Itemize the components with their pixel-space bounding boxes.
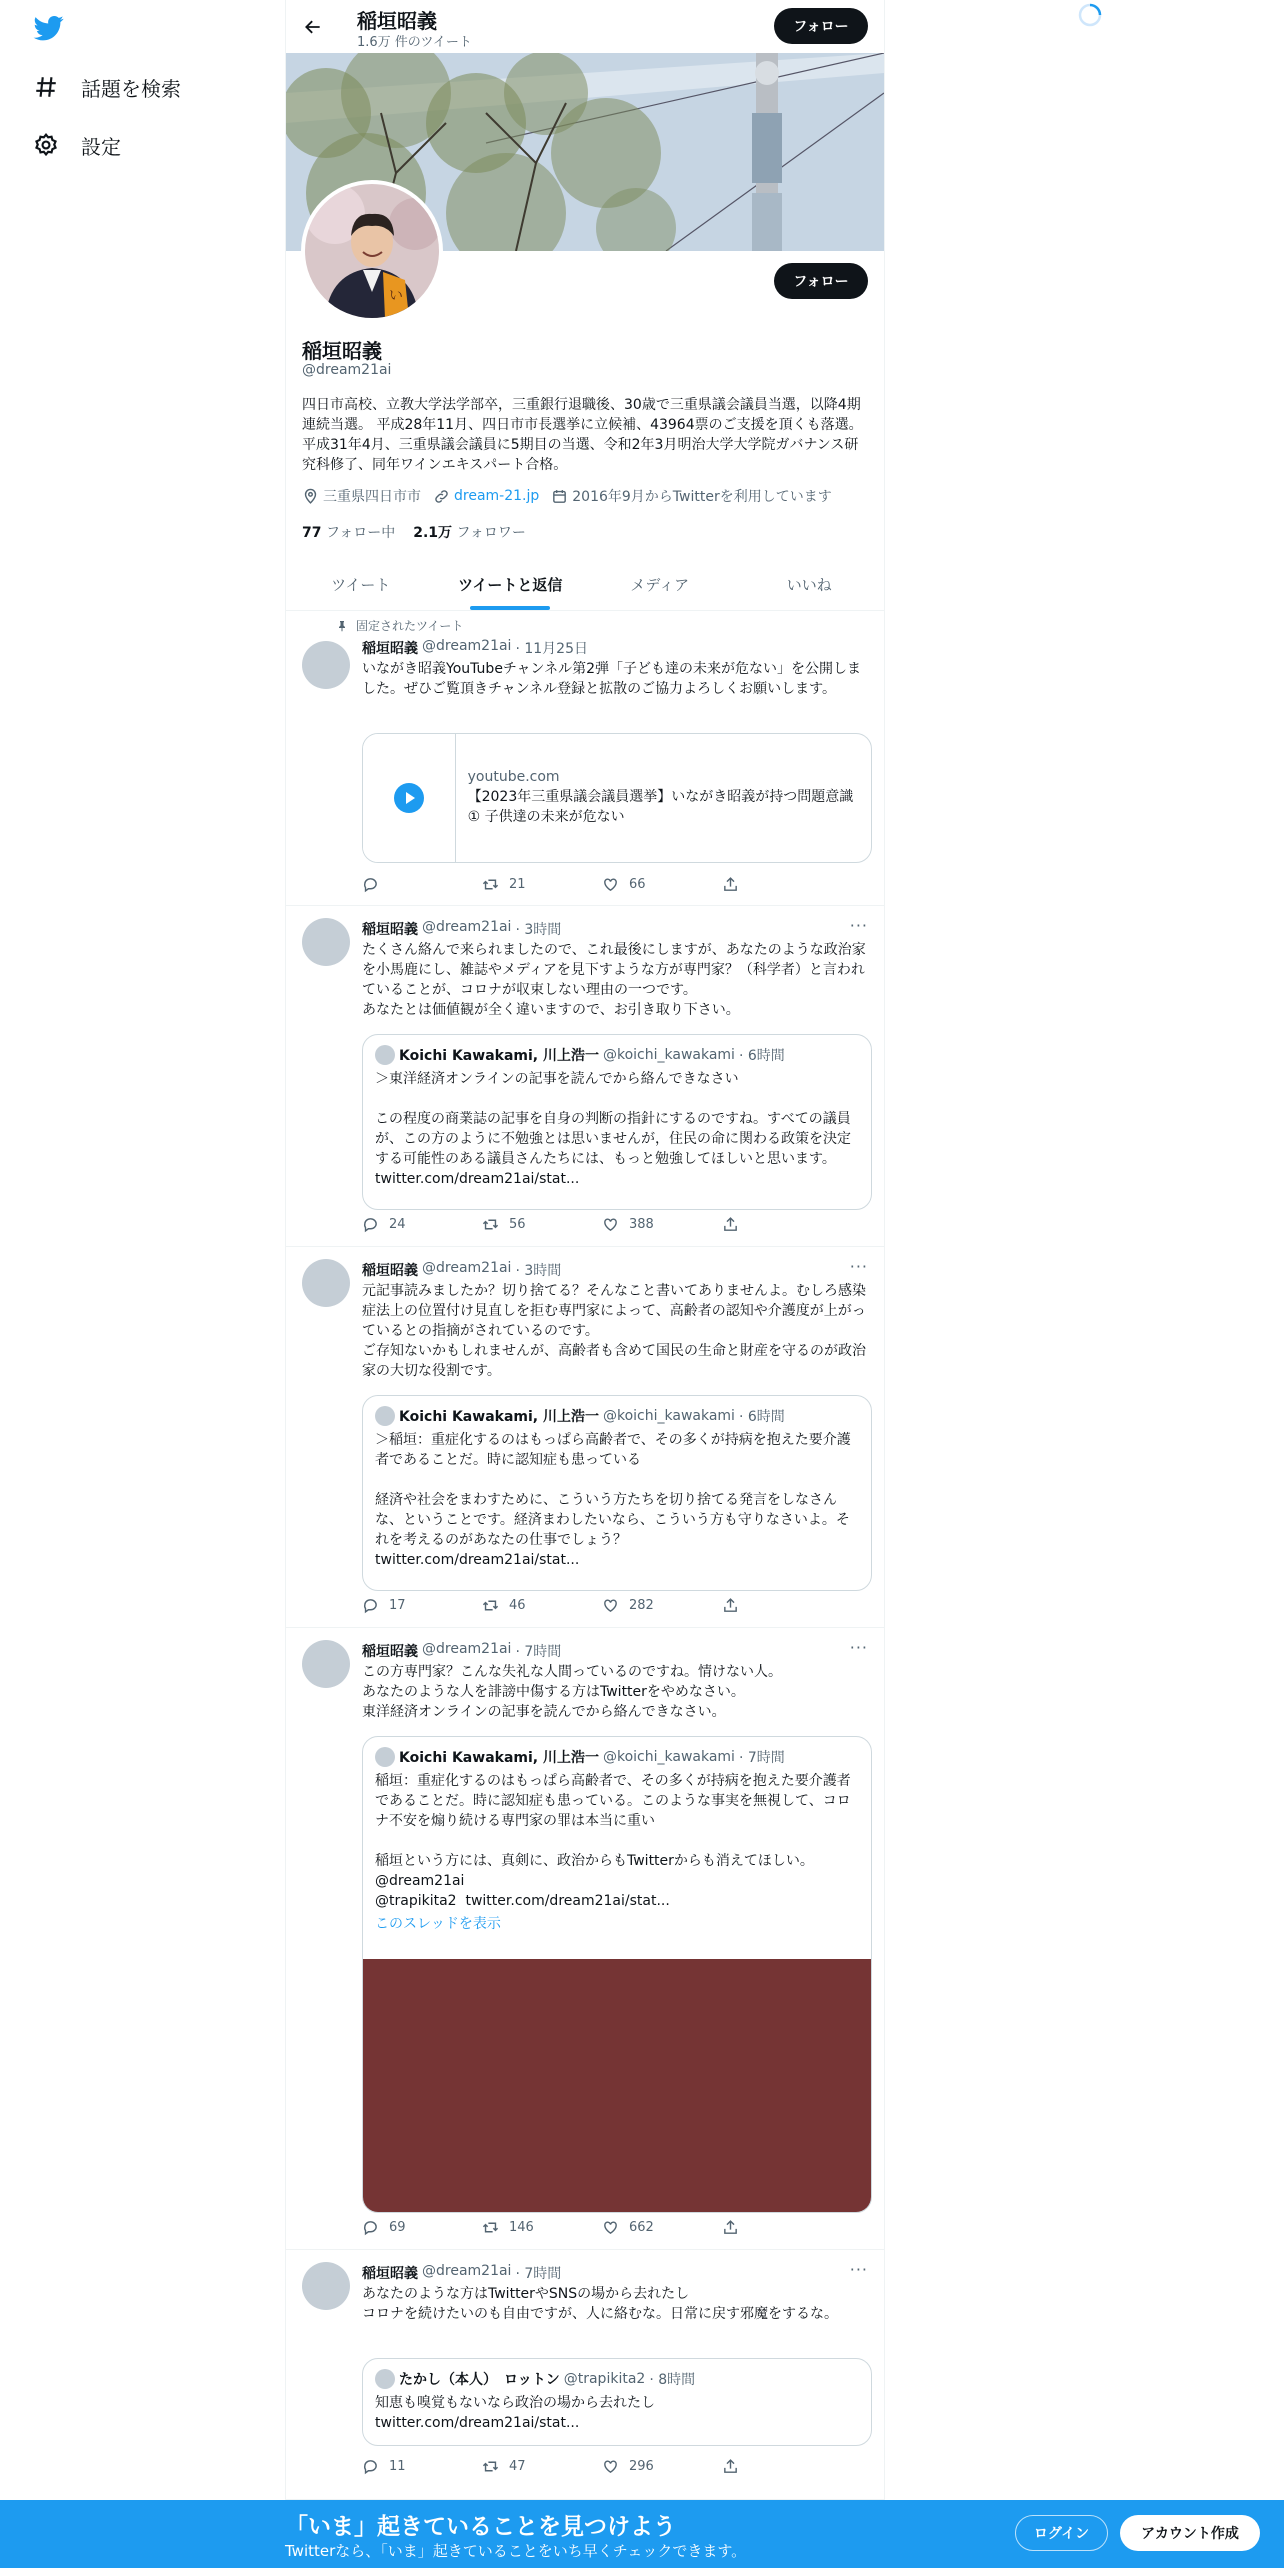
pin-icon — [336, 620, 348, 632]
share-button[interactable] — [722, 876, 782, 893]
tweet[interactable] — [286, 2250, 884, 2500]
profile-joined-text: 2016年9月からTwitterを利用しています — [572, 489, 832, 505]
quote-author-handle: @trapikita2 — [563, 2371, 646, 2387]
tweet-text: あなたのような方はTwitterやSNSの場から去れたし コロナを続けたいのも自由ですが、人に絡むな。日常に戻す邪魔をするな。 — [362, 2286, 838, 2322]
tweet-header — [362, 1641, 561, 1661]
tweet-author-handle[interactable]: @dream21ai — [422, 638, 512, 654]
tab-media[interactable]: メディア — [630, 575, 690, 594]
heart-icon — [602, 1216, 619, 1233]
gear-icon — [33, 132, 59, 158]
more-options-icon[interactable]: ··· — [849, 1638, 868, 1657]
like-button[interactable] — [602, 2458, 662, 2475]
quote-avatar — [375, 1045, 395, 1065]
retweet-button[interactable] — [482, 1216, 542, 1233]
signup-banner-title: 「いま」起きていることを見つけよう — [285, 2514, 676, 2540]
tab-tweets-and-replies[interactable]: ツイートと返信 — [436, 558, 586, 610]
avatar[interactable] — [302, 918, 350, 966]
quote-text: ＞稲垣：重症化するのはもっぱら高齢者で、その多くが持病を抱えた要介護者であることだ。時に認知症も患っている 経済や社会をまわすために、こういう方たちを切り捨てる発言をしなさんな、ということです。経済まわしたいなら、こういう方も守りなさいよ。それを考えるのがあなたの仕事でしょう？ twitter.com/dream21ai/stat... — [375, 1432, 851, 1568]
heart-icon — [602, 876, 619, 893]
back-button[interactable] — [298, 12, 328, 42]
share-icon — [722, 1597, 739, 1614]
tweet-author-handle[interactable]: @dream21ai — [422, 919, 512, 935]
tweet-time[interactable]: · 11月25日 — [515, 641, 588, 657]
quote-author-handle: @koichi_kawakami — [602, 1408, 735, 1424]
like-button[interactable] — [602, 2219, 662, 2236]
quote-time: · 6時間 — [738, 1048, 785, 1064]
retweet-icon — [482, 2458, 499, 2475]
tweet-time[interactable]: · 7時間 — [515, 1644, 562, 1660]
share-icon — [722, 2458, 739, 2475]
quote-text: 稲垣：重症化するのはもっぱら高齢者で、その多くが持病を抱えた要介護者であることだ。時に認知症も患っている。このような事実を無視して、コロナ不安を煽り続ける専門家の罪は本当に重い 稲垣という方には、真剣に、政治からもTwitterからも消えてほしい。 @dream21ai @trapikita2 twitter.com/dream21ai/stat... — [375, 1773, 851, 1909]
tweet-header — [362, 919, 561, 939]
like-count: 282 — [629, 1598, 654, 1613]
sidebar-item-label: 話題を検索 — [81, 76, 181, 101]
quote-media-image[interactable] — [363, 1959, 872, 2212]
more-options-icon[interactable]: ··· — [849, 2260, 868, 2279]
reply-icon — [362, 1216, 379, 1233]
link-card-title: 【2023年三重県議会議員選挙】いながき昭義が持つ問題意識① 子供達の未来が危ない — [467, 789, 854, 825]
like-count: 662 — [629, 2220, 654, 2235]
arrow-left-icon — [303, 17, 323, 37]
reply-button[interactable] — [362, 1597, 422, 1614]
like-count: 296 — [629, 2459, 654, 2474]
avatar[interactable] — [302, 2262, 350, 2310]
following-label: フォロー中 — [325, 525, 396, 541]
reply-count: 11 — [389, 2459, 406, 2474]
reply-button[interactable] — [362, 876, 422, 893]
profile-handle: @dream21ai — [302, 362, 392, 378]
pinned-label — [336, 617, 463, 634]
link-card[interactable] — [362, 733, 872, 863]
quote-text: ＞東洋経済オンラインの記事を読んでから絡んできなさい この程度の商業誌の記事を自身の判断の指針にするのですね。すべての議員が、この方のように不勉強とは思いませんが，住民の命に関わる政策を決定する可能性のある議員さんたちには、もっと勉強してほしいと思います。 twitter.com/dream21ai/stat... — [375, 1071, 851, 1187]
svg-text:い: い — [389, 288, 403, 304]
like-button[interactable] — [602, 876, 662, 893]
more-options-icon[interactable]: ··· — [849, 1257, 868, 1276]
quote-time: · 6時間 — [738, 1409, 785, 1425]
profile-timeline — [285, 0, 885, 2500]
profile-header — [286, 0, 884, 53]
tweet[interactable] — [286, 1247, 884, 1628]
tweet[interactable] — [286, 1628, 884, 2250]
profile-bio: 四日市高校、立教大学法学部卒，三重銀行退職後、30歳で三重県議会議員当選，以降4期連続当選。 平成28年11月、四日市市長選挙に立候補、43964票のご支援を頂くも落選。平成31年4月、三重県議会議員に5期目の当選、令和2年3月明治大学大学院ガバナンス研究科修了、同年ワインエキスパート合格。 — [302, 397, 863, 473]
following-link[interactable] — [302, 522, 395, 542]
like-button[interactable] — [602, 1597, 662, 1614]
quote-text: 知恵も嗅覚もないなら政治の場から去れたし twitter.com/dream21ai/stat... — [375, 2395, 655, 2431]
show-thread-link[interactable]: このスレッドを表示 — [375, 1916, 501, 1932]
tweet[interactable] — [286, 906, 884, 1247]
retweet-count: 21 — [509, 877, 526, 892]
quote-tweet[interactable] — [362, 2358, 872, 2446]
tweet-actions — [362, 1216, 782, 1233]
profile-location-text: 三重県四日市市 — [323, 489, 421, 505]
profile-location — [302, 486, 421, 506]
heart-icon — [602, 1597, 619, 1614]
like-count: 388 — [629, 1217, 654, 1232]
retweet-count: 46 — [509, 1598, 526, 1613]
quote-avatar — [375, 1406, 395, 1426]
retweet-icon — [482, 2219, 499, 2236]
tweet-author-handle[interactable]: @dream21ai — [422, 1260, 512, 1276]
profile-tabs — [286, 558, 884, 611]
retweet-icon — [482, 1597, 499, 1614]
tweet-actions — [362, 876, 782, 893]
quote-time: · 7時間 — [738, 1750, 785, 1766]
profile-website[interactable] — [433, 488, 539, 505]
retweet-button[interactable] — [482, 1597, 542, 1614]
tweet-author-name[interactable]: 稲垣昭義 — [362, 922, 418, 938]
profile-follow-stats — [302, 522, 526, 542]
avatar[interactable] — [302, 1640, 350, 1688]
quote-author-name: Koichi Kawakami, 川上浩一 — [399, 1048, 599, 1064]
quote-author-handle: @koichi_kawakami — [602, 1047, 735, 1063]
tweet-author-name[interactable]: 稲垣昭義 — [362, 1644, 418, 1660]
tweet-text: 元記事読みましたか？切り捨てる？そんなこと書いてありませんよ。むしろ感染症法上の位置付け見直しを拒む専門家によって、高齢者の認知や介護度が上がっているとの指摘がされているのです。 ご存知ないかもしれませんが、高齢者も含めて国民の生命と財産を守るのが政治家の大切な役割です。 — [362, 1283, 866, 1379]
share-icon — [722, 1216, 739, 1233]
tweet-time[interactable]: · 3時間 — [515, 922, 562, 938]
sidebar-item-label: 設定 — [81, 134, 121, 159]
tweet-actions — [362, 2219, 782, 2236]
share-button[interactable] — [722, 2458, 782, 2475]
following-count: 77 — [302, 525, 322, 541]
retweet-icon — [482, 876, 499, 893]
like-count: 66 — [629, 877, 646, 892]
twitter-bird-icon[interactable] — [33, 13, 65, 43]
retweet-icon — [482, 1216, 499, 1233]
retweet-count: 47 — [509, 2459, 526, 2474]
header-profile-name: 稲垣昭義 — [357, 9, 437, 33]
share-button[interactable] — [722, 1597, 782, 1614]
tweet-author-name[interactable]: 稲垣昭義 — [362, 1263, 418, 1279]
reply-icon — [362, 876, 379, 893]
retweet-count: 146 — [509, 2220, 534, 2235]
play-icon — [394, 783, 424, 813]
quote-avatar — [375, 2369, 395, 2389]
profile-follow-button[interactable]: フォロー — [774, 263, 868, 299]
tweet-text: いながき昭義YouTubeチャンネル第2弾「子ども達の未来が危ない」を公開しました。ぜひご覧頂きチャンネル登録と拡散のご協力よろしくお願いします。 — [362, 661, 861, 697]
tweet-actions — [362, 1597, 782, 1614]
reply-button[interactable] — [362, 1216, 422, 1233]
reply-icon — [362, 1597, 379, 1614]
tweet-header — [362, 638, 588, 658]
avatar[interactable] — [302, 1259, 350, 1307]
sidebar-item-settings[interactable] — [33, 125, 121, 165]
tab-tweets[interactable]: ツイート — [331, 575, 391, 594]
profile-joined — [551, 486, 831, 506]
reply-button[interactable] — [362, 2219, 422, 2236]
tweet-author-handle[interactable]: @dream21ai — [422, 1641, 512, 1657]
follow-button[interactable]: フォロー — [774, 8, 868, 44]
tweet-time[interactable]: · 3時間 — [515, 1263, 562, 1279]
reply-count: 69 — [389, 2220, 406, 2235]
heart-icon — [602, 2219, 619, 2236]
reply-button[interactable] — [362, 2458, 422, 2475]
sidebar — [0, 0, 285, 2568]
retweet-count: 56 — [509, 1217, 526, 1232]
tweet-time[interactable]: · 7時間 — [515, 2266, 562, 2282]
quote-tweet[interactable] — [362, 1736, 872, 2213]
profile-name: 稲垣昭義 — [302, 339, 382, 363]
tweet-author-name[interactable]: 稲垣昭義 — [362, 2266, 418, 2282]
followers-link[interactable] — [413, 522, 526, 542]
loading-spinner-icon — [1077, 2, 1103, 28]
reply-icon — [362, 2458, 379, 2475]
retweet-button[interactable] — [482, 876, 542, 893]
reply-count: 24 — [389, 1217, 406, 1232]
sidebar-item-explore[interactable] — [33, 67, 181, 107]
tab-likes[interactable]: いいね — [786, 575, 832, 594]
heart-icon — [602, 2458, 619, 2475]
followers-label: フォロワー — [456, 525, 526, 541]
share-button[interactable] — [722, 2219, 782, 2236]
share-icon — [722, 2219, 739, 2236]
profile-meta — [302, 486, 832, 506]
signup-button[interactable]: アカウント作成 — [1120, 2515, 1260, 2551]
profile-avatar[interactable] — [301, 180, 443, 322]
link-card-domain: youtube.com — [467, 769, 560, 785]
link-icon — [433, 488, 450, 505]
login-button[interactable]: ログイン — [1015, 2515, 1108, 2551]
tweet-text: この方専門家？こんな失礼な人間っているのですね。情けない人。 あなたのような人を誹謗中傷する方はTwitterをやめなさい。 東洋経済オンラインの記事を読んでから絡んできなさい。 — [362, 1664, 782, 1720]
header-tweet-count: 1.6万 件のツイート — [357, 35, 472, 50]
followers-count: 2.1万 — [413, 525, 453, 541]
quote-tweet[interactable] — [362, 1395, 872, 1591]
avatar[interactable] — [302, 641, 350, 689]
profile-website-link[interactable]: dream-21.jp — [454, 488, 540, 504]
quote-author-handle: @koichi_kawakami — [602, 1749, 735, 1765]
location-pin-icon — [302, 488, 319, 505]
more-options-icon[interactable]: ··· — [849, 916, 868, 935]
like-button[interactable] — [602, 1216, 662, 1233]
reply-count: 17 — [389, 1598, 406, 1613]
share-button[interactable] — [722, 1216, 782, 1233]
quote-author-name: たかし（本人） ロットン — [399, 2372, 560, 2388]
calendar-icon — [551, 488, 568, 505]
tweet[interactable] — [286, 611, 884, 906]
share-icon — [722, 876, 739, 893]
quote-author-name: Koichi Kawakami, 川上浩一 — [399, 1409, 599, 1425]
pinned-label-text: 固定されたツイート — [356, 619, 464, 633]
signup-banner — [0, 2500, 1284, 2568]
retweet-button[interactable] — [482, 2458, 542, 2475]
tweet-author-handle[interactable]: @dream21ai — [422, 2263, 512, 2279]
tweet-text: たくさん絡んで来られましたので、これ最後にしますが、あなたのような政治家を小馬鹿にし、雑誌やメディアを見下すような方が専門家？（科学者）と言われていることが、コロナが収束しない理由の一つです。 あなたとは価値観が全く違いますので、お引き取り下さい。 — [362, 942, 866, 1018]
signup-banner-subtitle: Twitterなら、「いま」起きていることをいち早くチェックできます。 — [285, 2542, 747, 2560]
quote-avatar — [375, 1747, 395, 1767]
tweet-author-name[interactable]: 稲垣昭義 — [362, 641, 418, 657]
retweet-button[interactable] — [482, 2219, 542, 2236]
quote-tweet[interactable] — [362, 1034, 872, 1210]
quote-author-name: Koichi Kawakami, 川上浩一 — [399, 1750, 599, 1766]
tweet-header — [362, 1260, 561, 1280]
hashtag-icon — [33, 74, 59, 100]
link-card-thumbnail — [363, 734, 456, 862]
reply-icon — [362, 2219, 379, 2236]
quote-time: · 8時間 — [649, 2372, 696, 2388]
tweet-header — [362, 2263, 561, 2283]
tweet-actions — [362, 2458, 782, 2475]
